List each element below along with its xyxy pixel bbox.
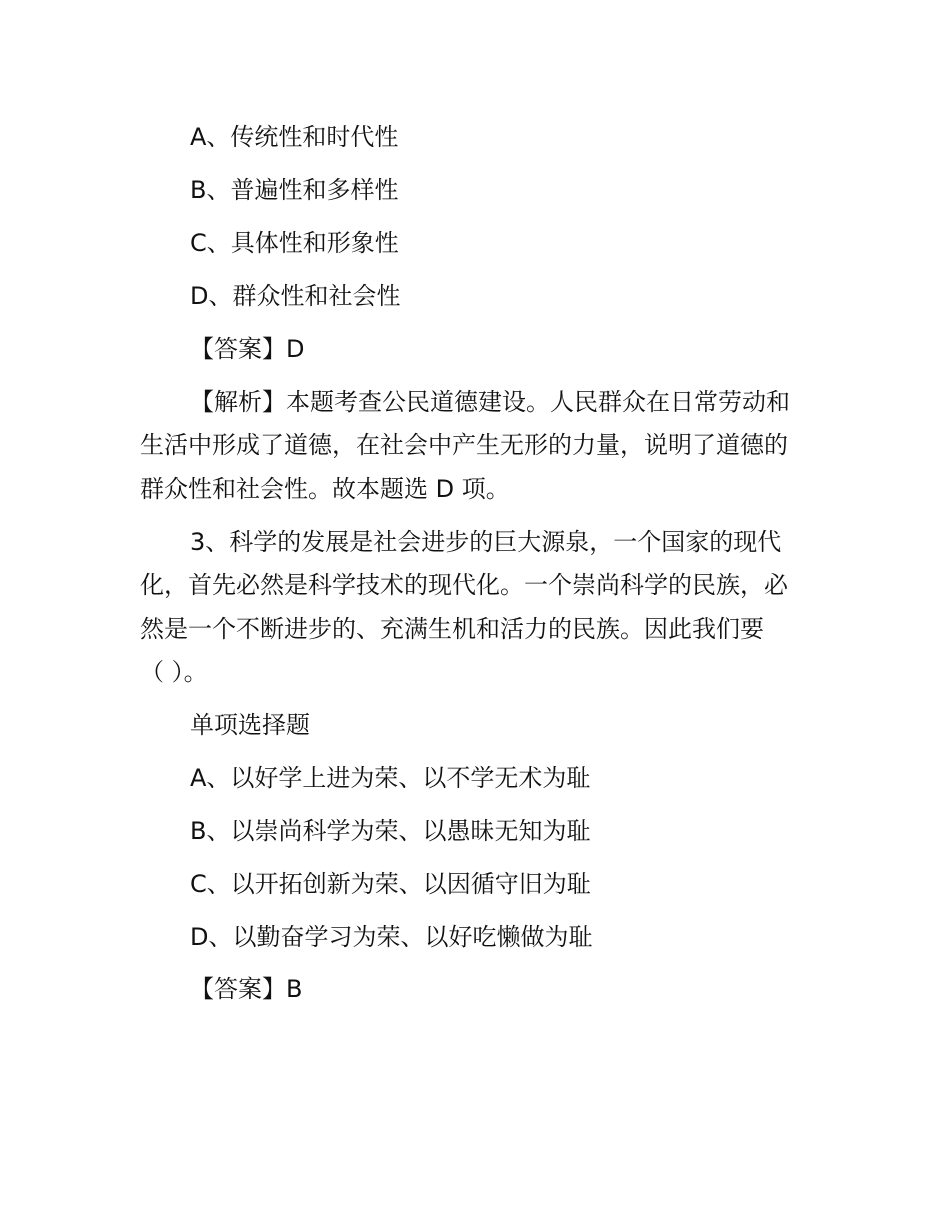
q2-option-d: D、群众性和社会性 — [190, 282, 401, 310]
q2-analysis-line-1: 【解析】本题考查公民道德建设。人民群众在日常劳动和 — [190, 388, 790, 416]
q2-analysis-line-3: 群众性和社会性。故本题选 D 项。 — [140, 475, 510, 503]
q3-stem-line-3: 然是一个不断进步的、充满生机和活力的民族。因此我们要 — [140, 615, 764, 643]
q2-option-c: C、具体性和形象性 — [190, 229, 399, 257]
q3-option-d: D、以勤奋学习为荣、以好吃懒做为耻 — [190, 923, 593, 951]
q2-analysis-line-2: 生活中形成了道德，在社会中产生无形的力量，说明了道德的 — [140, 431, 788, 459]
q2-option-a: A、传统性和时代性 — [190, 123, 399, 151]
q3-answer: 【答案】B — [190, 975, 303, 1003]
q3-stem-line-2: 化，首先必然是科学技术的现代化。一个崇尚科学的民族，必 — [140, 571, 788, 599]
q2-option-b: B、普遍性和多样性 — [190, 176, 399, 204]
q3-option-b: B、以崇尚科学为荣、以愚昧无知为耻 — [190, 817, 591, 845]
q3-option-a: A、以好学上进为荣、以不学无术为耻 — [190, 764, 591, 792]
q3-stem-line-1: 3、科学的发展是社会进步的巨大源泉，一个国家的现代 — [190, 528, 782, 556]
q3-question-type: 单项选择题 — [190, 711, 310, 739]
q2-answer: 【答案】D — [190, 335, 305, 363]
q3-stem-line-4: （ ）。 — [140, 658, 208, 686]
q3-option-c: C、以开拓创新为荣、以因循守旧为耻 — [190, 870, 591, 898]
